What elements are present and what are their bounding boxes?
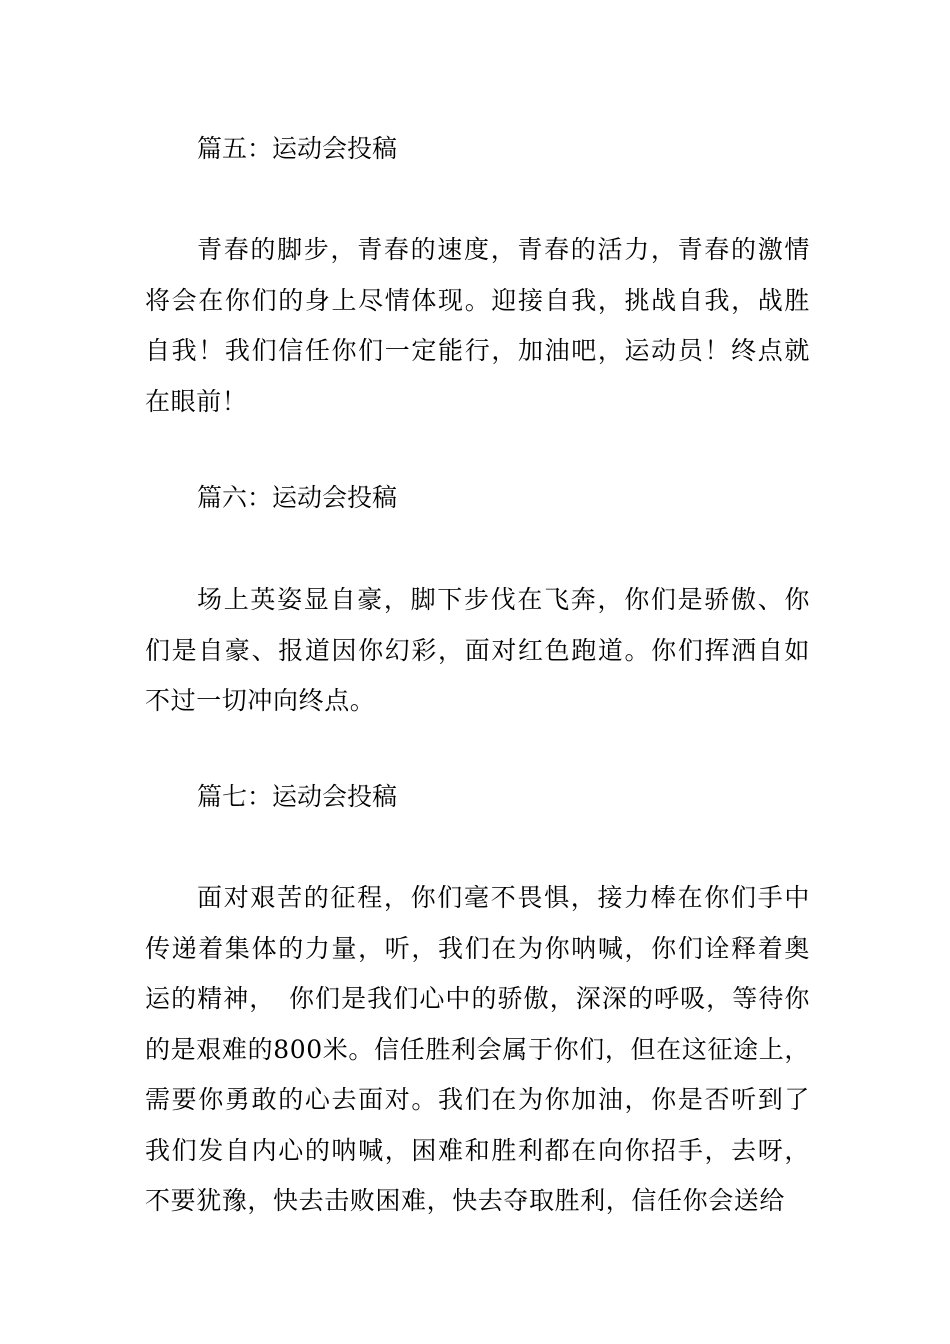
section-body-5: 青春的脚步，青春的速度，青春的活力，青春的激情将会在你们的身上尽情体现。迎接自我，挑战自我，战胜自我！我们信任你们一定能行，加油吧，运动员！终点就在眼前！: [145, 235, 810, 416]
section-heading-7: 篇七：运动会投稿: [197, 782, 398, 811]
section-heading-6: 篇六：运动会投稿: [197, 483, 398, 512]
section-body-6: 场上英姿显自豪，脚下步伐在飞奔，你们是骄傲、你们是自豪、报道因你幻彩，面对红色跑道。你们挥洒自如不过一切冲向终点。: [145, 585, 810, 715]
section-heading-5: 篇五：运动会投稿: [197, 134, 398, 163]
section-body-7: 面对艰苦的征程，你们毫不畏惧，接力棒在你们手中传递着集体的力量，听，我们在为你呐喊，你们诠释着奥运的精神， 你们是我们心中的骄傲，深深的呼吸，等待你的是艰难的800米。信任胜利会属于你们，但在这征途上，需要你勇敢的心去面对。我们在为你加油，你是否听到了我们发自内心的呐喊，困难和胜利都在向你招手，去呀，不要犹豫，快去击败困难，快去夺取胜利，信任你会送给: [145, 883, 810, 1215]
